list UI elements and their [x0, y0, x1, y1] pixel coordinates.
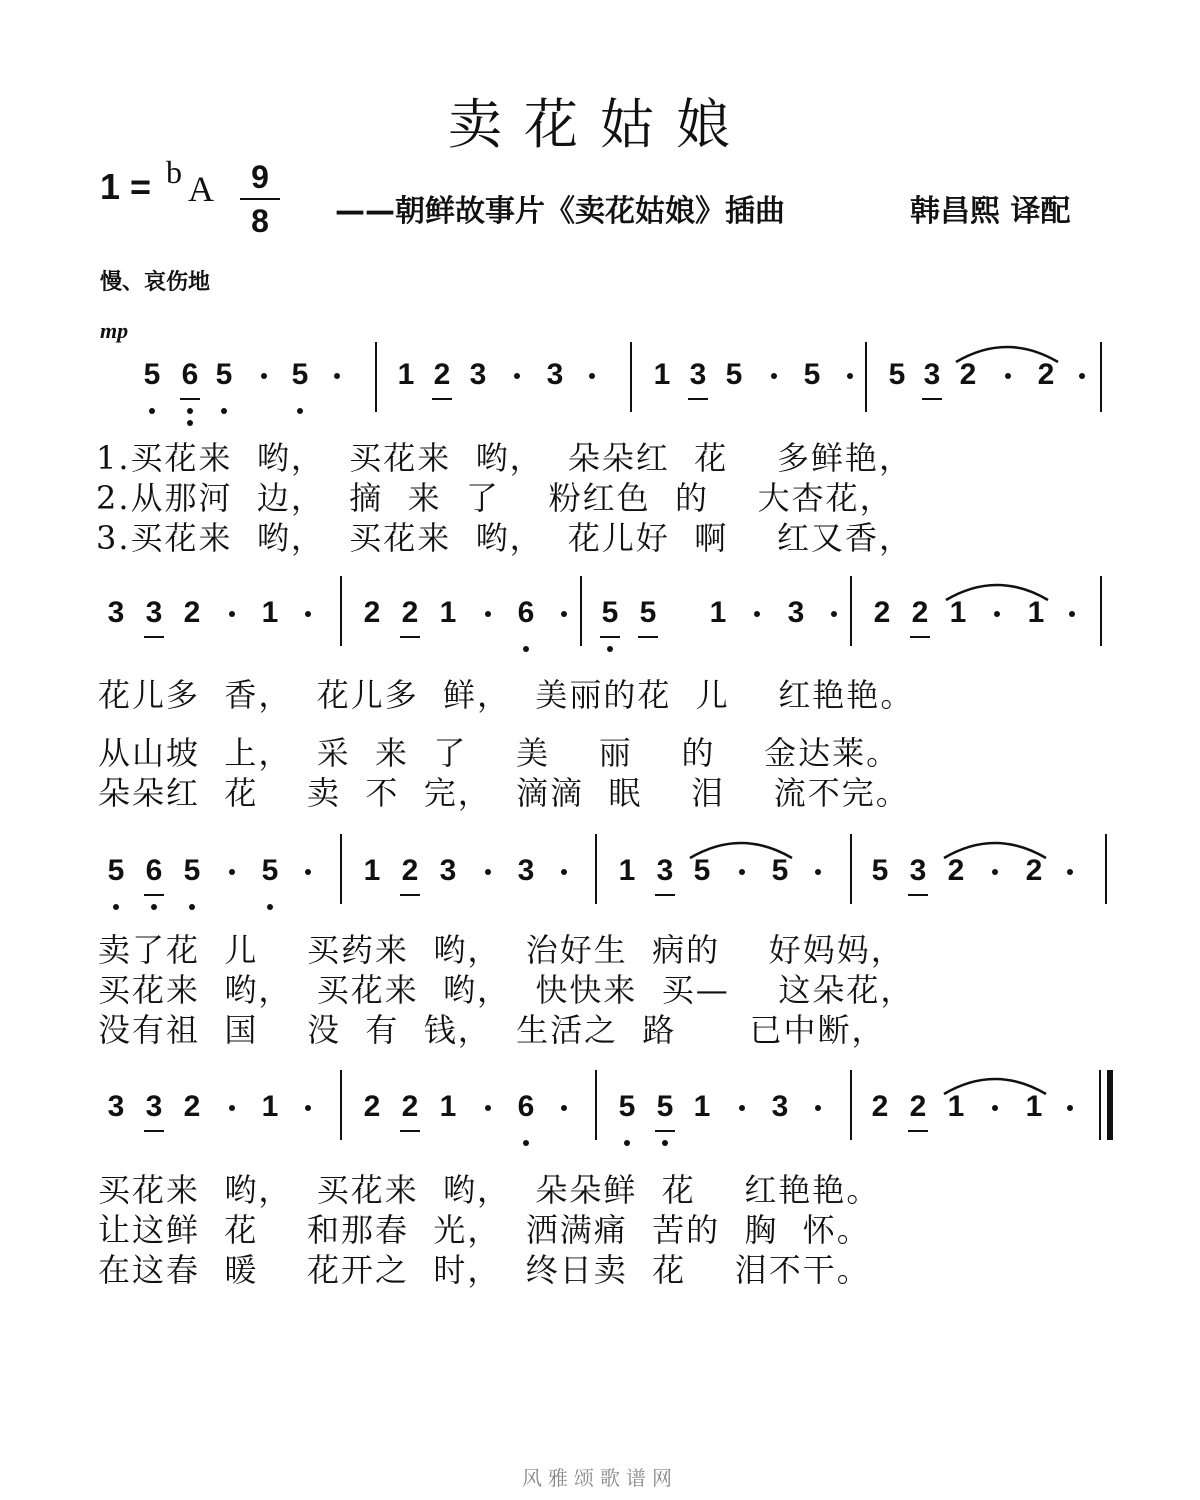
note-digit: 5: [261, 854, 279, 887]
tie-arc: [939, 1070, 1051, 1100]
note: [650, 358, 674, 392]
note-digit: 1: [618, 854, 636, 887]
note-digit: 5: [803, 358, 821, 391]
note-digit: 5: [601, 596, 619, 629]
note-digit: 2: [1025, 854, 1043, 887]
lyric-verse-3: 3.买花来 哟， 买花来 哟， 花儿好 啊 红又香，: [96, 519, 913, 557]
note: [653, 1090, 677, 1124]
note: [636, 596, 660, 630]
augmentation-dot: [305, 869, 311, 875]
note: [394, 358, 418, 392]
eighth-underline: [655, 894, 675, 896]
bar-line: [375, 342, 377, 412]
note-digit: 5: [693, 854, 711, 887]
note-digit: 2: [433, 358, 451, 391]
augmentation-dot: [514, 373, 520, 379]
eighth-underline: [922, 398, 942, 400]
lyric-verse-2: 2.从那河 边， 摘 来 了 粉红色 的 大杏花，: [96, 479, 894, 517]
note: [870, 596, 894, 630]
note: [868, 1090, 892, 1124]
key-signature: [100, 154, 214, 209]
note: [140, 358, 164, 392]
augmentation-dot: [831, 611, 837, 617]
note-digit: 2: [1037, 358, 1055, 391]
note: [180, 854, 204, 888]
note-digit: 1: [1025, 1090, 1043, 1123]
note: [258, 854, 282, 888]
key-flat: b: [166, 154, 182, 190]
note: [868, 854, 892, 888]
note-digit: 5: [215, 358, 233, 391]
note-digit: 2: [183, 1090, 201, 1123]
bar-line: [1105, 834, 1107, 904]
augmentation-dot: [1069, 611, 1075, 617]
note: [514, 1090, 538, 1124]
note: [706, 596, 730, 630]
time-signature: [240, 158, 280, 240]
low-octave-dot: [189, 904, 195, 910]
note: [514, 854, 538, 888]
augmentation-dot: [485, 1105, 491, 1111]
eighth-underline: [144, 636, 164, 638]
low-octave-dot: [187, 420, 193, 426]
note-digit: 3: [923, 358, 941, 391]
note-digit: 6: [517, 596, 535, 629]
note-digit: 2: [363, 1090, 381, 1123]
note-digit: 3: [787, 596, 805, 629]
augmentation-dot: [1079, 373, 1085, 379]
note-digit: 5: [107, 854, 125, 887]
note-digit: 5: [871, 854, 889, 887]
note: [906, 854, 930, 888]
augmentation-dot: [739, 869, 745, 875]
note: [686, 358, 710, 392]
lyric-verse-1: 卖了花 儿 买药来 哟， 治好生 病的 好妈妈，: [98, 931, 905, 969]
bar-line: [850, 1070, 852, 1140]
note: [598, 596, 622, 630]
note: [398, 1090, 422, 1124]
note: [784, 596, 808, 630]
augmentation-dot: [847, 373, 853, 379]
bar-line: [1100, 342, 1102, 412]
augmentation-dot: [229, 869, 235, 875]
bar-line: [340, 1070, 342, 1140]
augmentation-dot: [1067, 869, 1073, 875]
note-digit: 1: [439, 596, 457, 629]
augmentation-dot: [305, 1105, 311, 1111]
lyric-verse-3: 没有祖 国 没 有 钱， 生活之 路 已中断，: [98, 1011, 886, 1049]
note: [398, 596, 422, 630]
low-octave-dot: [624, 1140, 630, 1146]
note-digit: 6: [145, 854, 163, 887]
key-prefix: 1 =: [100, 166, 152, 207]
note-digit: 1: [363, 854, 381, 887]
note: [180, 1090, 204, 1124]
note: [768, 1090, 792, 1124]
note-digit: 2: [401, 596, 419, 629]
tie-arc: [951, 338, 1063, 368]
tie-arc: [939, 834, 1051, 864]
augmentation-dot: [739, 1105, 745, 1111]
tie-arc: [941, 576, 1053, 606]
note: [258, 596, 282, 630]
note-digit: 5: [143, 358, 161, 391]
augmentation-dot: [815, 1105, 821, 1111]
eighth-underline: [144, 1130, 164, 1132]
song-title: 卖花姑娘: [448, 93, 752, 156]
note: [908, 596, 932, 630]
bar-line: [850, 576, 852, 646]
eighth-underline: [655, 1130, 675, 1132]
note-digit: 3: [546, 358, 564, 391]
note-digit: 1: [261, 596, 279, 629]
lyric-verse-3: 朵朵红 花 卖 不 完， 滴滴 眠 泪 流不完。: [98, 774, 910, 812]
low-octave-dot: [113, 904, 119, 910]
tempo-marking: 慢、哀伤地: [100, 270, 211, 295]
low-octave-dot: [607, 646, 613, 652]
augmentation-dot: [561, 1105, 567, 1111]
note-digit: 6: [181, 358, 199, 391]
augmentation-dot: [771, 373, 777, 379]
note: [514, 596, 538, 630]
note: [722, 358, 746, 392]
note-digit: 1: [949, 596, 967, 629]
score-line-3: [0, 854, 1200, 1049]
eighth-underline: [400, 636, 420, 638]
note-digit: 2: [183, 596, 201, 629]
lyric-verse-1: 花儿多 香， 花儿多 鲜， 美丽的花 儿 红艳艳。: [98, 676, 915, 714]
note-digit: 3: [517, 854, 535, 887]
low-octave-dot: [267, 904, 273, 910]
augmentation-dot: [992, 869, 998, 875]
note: [104, 596, 128, 630]
note-digit: 5: [771, 854, 789, 887]
note-digit: 3: [107, 596, 125, 629]
low-octave-dot: [523, 1140, 529, 1146]
eighth-underline: [908, 894, 928, 896]
bar-line: [595, 1070, 597, 1140]
note-digit: 2: [401, 1090, 419, 1123]
meter-divider: [240, 198, 280, 200]
low-octave-dot: [187, 408, 193, 414]
eighth-underline: [400, 1130, 420, 1132]
augmentation-dot: [485, 869, 491, 875]
note-digit: 2: [871, 1090, 889, 1123]
note-digit: 3: [107, 1090, 125, 1123]
augmentation-dot: [334, 373, 340, 379]
note-digit: 5: [291, 358, 309, 391]
note-digit: 2: [909, 1090, 927, 1123]
note-digit: 5: [656, 1090, 674, 1123]
lyric-verse-1: 买花来 哟， 买花来 哟， 朵朵鲜 花 红艳艳。: [98, 1171, 881, 1209]
note: [212, 358, 236, 392]
score-line-1: [0, 358, 1200, 557]
augmentation-dot: [561, 611, 567, 617]
eighth-underline: [432, 398, 452, 400]
note-digit: 5: [183, 854, 201, 887]
eighth-underline: [400, 894, 420, 896]
note-digit: 1: [397, 358, 415, 391]
meter-top: 9: [251, 159, 269, 195]
note-digit: 1: [653, 358, 671, 391]
note-digit: 2: [947, 854, 965, 887]
note-digit: 1: [709, 596, 727, 629]
subtitle: ——朝鲜故事片《卖花姑娘》插曲: [335, 194, 785, 229]
bar-line: [630, 342, 632, 412]
note-digit: 3: [656, 854, 674, 887]
note: [142, 1090, 166, 1124]
eighth-underline: [600, 636, 620, 638]
augmentation-dot: [589, 373, 595, 379]
note: [436, 1090, 460, 1124]
note-digit: 1: [947, 1090, 965, 1123]
note-digit: 6: [517, 1090, 535, 1123]
eighth-underline: [908, 1130, 928, 1132]
augmentation-dot: [229, 1105, 235, 1111]
note: [430, 358, 454, 392]
note: [258, 1090, 282, 1124]
lyric-verse-3: 在这春 暖 花开之 时， 终日卖 花 泪不干。: [98, 1251, 871, 1289]
augmentation-dot: [815, 869, 821, 875]
score-line-2: [0, 596, 1200, 812]
note-digit: 2: [363, 596, 381, 629]
augmentation-dot: [994, 611, 1000, 617]
note-digit: 3: [439, 854, 457, 887]
note: [543, 358, 567, 392]
note-digit: 2: [959, 358, 977, 391]
bar-line: [340, 576, 342, 646]
meter-bottom: 8: [251, 203, 269, 239]
bar-line: [850, 834, 852, 904]
bar-line: [595, 834, 597, 904]
note: [436, 854, 460, 888]
note: [800, 358, 824, 392]
low-octave-dot: [523, 646, 529, 652]
note-digit: 1: [1027, 596, 1045, 629]
bar-line: [865, 342, 867, 412]
eighth-underline: [638, 636, 658, 638]
note: [180, 596, 204, 630]
low-octave-dot: [662, 1140, 668, 1146]
note: [436, 596, 460, 630]
bar-line: [580, 576, 582, 646]
note-digit: 5: [725, 358, 743, 391]
augmentation-dot: [754, 611, 760, 617]
augmentation-dot: [261, 373, 267, 379]
note: [142, 854, 166, 888]
note: [288, 358, 312, 392]
augmentation-dot: [561, 869, 567, 875]
bar-line: [1107, 1070, 1113, 1140]
note: [104, 854, 128, 888]
low-octave-dot: [151, 904, 157, 910]
note-digit: 3: [145, 596, 163, 629]
note-digit: 3: [909, 854, 927, 887]
dynamic-marking: mp: [100, 318, 129, 343]
note-digit: 2: [401, 854, 419, 887]
eighth-underline: [688, 398, 708, 400]
note: [906, 1090, 930, 1124]
augmentation-dot: [305, 611, 311, 617]
note: [466, 358, 490, 392]
tie-arc: [685, 834, 797, 864]
note-digit: 5: [618, 1090, 636, 1123]
key-letter: A: [188, 169, 214, 209]
note-digit: 1: [693, 1090, 711, 1123]
note: [360, 854, 384, 888]
lyric-verse-2: 买花来 哟， 买花来 哟， 快快来 买— 这朵花，: [98, 971, 915, 1009]
note: [104, 1090, 128, 1124]
note: [690, 1090, 714, 1124]
augmentation-dot: [992, 1105, 998, 1111]
lyric-verse-1: 1.买花来 哟， 买花来 哟， 朵朵红 花 多鲜艳，: [96, 439, 913, 477]
augmentation-dot: [229, 611, 235, 617]
note-digit: 5: [639, 596, 657, 629]
note: [615, 854, 639, 888]
note-digit: 3: [469, 358, 487, 391]
augmentation-dot: [1067, 1105, 1073, 1111]
low-octave-dot: [149, 408, 155, 414]
eighth-underline: [910, 636, 930, 638]
note-digit: 5: [888, 358, 906, 391]
eighth-underline: [180, 398, 200, 400]
note: [615, 1090, 639, 1124]
final-bar-line: [1099, 1070, 1101, 1140]
note: [178, 358, 202, 392]
note-digit: 3: [689, 358, 707, 391]
watermark: 风雅颂歌谱网: [522, 1466, 678, 1490]
note-digit: 2: [873, 596, 891, 629]
score-line-4: [0, 1090, 1200, 1289]
low-octave-dot: [221, 408, 227, 414]
note: [360, 1090, 384, 1124]
bar-line: [1100, 576, 1102, 646]
lyric-verse-2: 让这鲜 花 和那春 光， 洒满痛 苦的 胸 怀。: [98, 1211, 871, 1249]
augmentation-dot: [485, 611, 491, 617]
note: [398, 854, 422, 888]
note-digit: 1: [261, 1090, 279, 1123]
eighth-underline: [144, 894, 164, 896]
note: [142, 596, 166, 630]
note: [360, 596, 384, 630]
credit: 韩昌熙 译配: [910, 194, 1071, 229]
note-digit: 3: [771, 1090, 789, 1123]
augmentation-dot: [1005, 373, 1011, 379]
low-octave-dot: [297, 408, 303, 414]
note: [885, 358, 909, 392]
bar-line: [340, 834, 342, 904]
note-digit: 1: [439, 1090, 457, 1123]
note-digit: 3: [145, 1090, 163, 1123]
note: [920, 358, 944, 392]
lyric-verse-2: 从山坡 上， 采 来 了 美 丽 的 金达莱。: [98, 734, 901, 772]
note-digit: 2: [911, 596, 929, 629]
note: [653, 854, 677, 888]
